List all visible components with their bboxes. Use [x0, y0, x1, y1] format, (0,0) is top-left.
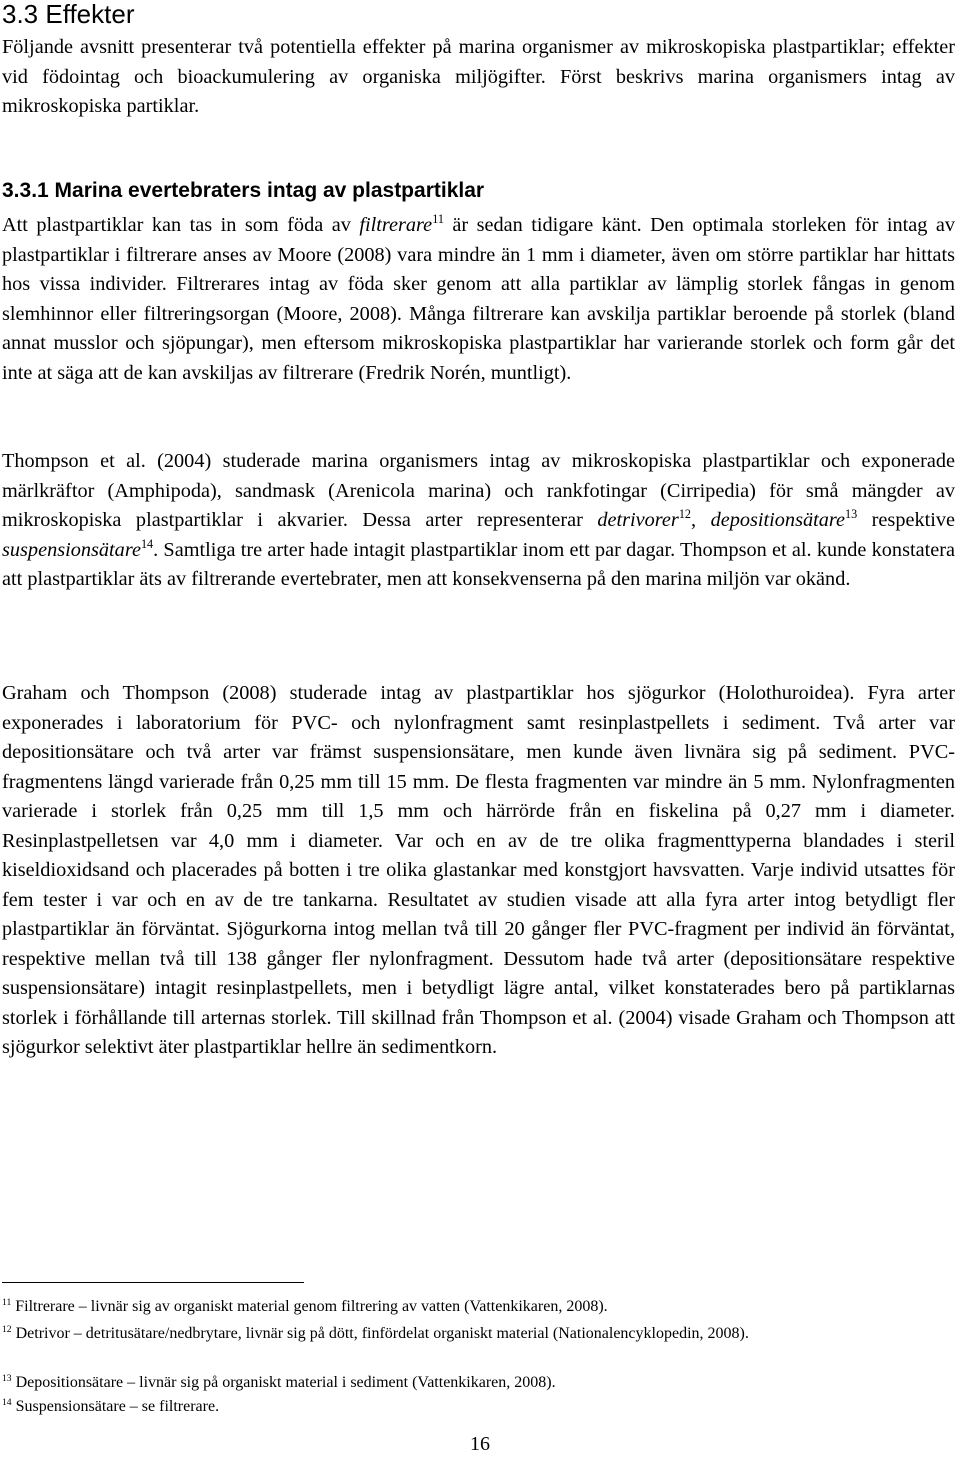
term-filtrerare: filtrerare: [359, 214, 433, 236]
paragraph-text: är sedan tidigare känt. Den optimala storleken för intag av plastpartiklar i filtrerare anses av Moore (2008) vara mindre än 1 mm i diameter, även om större partiklar har hittats hos vissa individer. Filtrerares intag av föda sker genom att alla partiklar av lämplig storlek fångas in genom slemhinnor eller filtreringsorgan (Moore, 2008). Många filtrerare kan avskilja partiklar beroende på storlek (bland annat musslor och sjöpungar), men eftersom mikroskopiska plastpartiklar har varierande storlek och form går det inte at säga att de kan avskiljas av filtrerare (Fredrik Norén, muntligt).: [2, 214, 955, 384]
footnote-13: [2, 1371, 955, 1395]
footnote-text: Detrivor – detritusätare/nedbrytare, livnär sig på dött, finfördelat organiskt material (Nationalencyklopedin, 2008).: [15, 1325, 749, 1342]
footnote-ref-13: 13: [845, 507, 858, 522]
footnote-number: 14: [2, 1396, 12, 1408]
term-detrivorer: detrivorer: [597, 509, 679, 531]
paragraph-text: Thompson et al. (2004) studerade marina organismers intag av mikroskopiska plastpartiklar och exponerade märlkräftor (Amphipoda), sandmask (Arenicola marina) och rankfotingar (Cirripedia) för små mängder av mikroskopiska plastpartiklar i akvarier. Dessa arter representerar: [2, 450, 955, 531]
footnote-separator: [2, 1282, 304, 1283]
paragraph-text: Att plastpartiklar kan tas in som föda av: [2, 214, 360, 236]
paragraph-text: respektive: [857, 509, 956, 531]
footnote-text: Filtrerare – livnär sig av organiskt material genom filtrering av vatten (Vattenkikaren, 2008).: [15, 1298, 608, 1315]
footnote-ref-11: 11: [432, 212, 444, 227]
intro-paragraph: Följande avsnitt presenterar två potentiella effekter på marina organismer av mikroskopiska plastpartiklar; effekter vid födointag och bioackumulering av organiska miljögifter. Först beskrivs marina organismers intag av mikroskopiska partiklar.: [2, 36, 955, 117]
footnote-text: Depositionsätare – livnär sig på organiskt material i sediment (Vattenkikaren, 2008).: [15, 1374, 556, 1391]
page-number: 16: [470, 1433, 490, 1455]
footnote-ref-12: 12: [678, 507, 691, 522]
paragraph-thompson: [2, 447, 955, 595]
footnote-number: 11: [2, 1296, 12, 1308]
paragraph-graham: Graham och Thompson (2008) studerade intag av plastpartiklar hos sjögurkor (Holothuroidea). Fyra arter exponerades i laboratorium för PVC- och nylonfragment samt resinplastpellets i sediment. Två arter var depositionsätare och två arter var främst suspensionsätare, men kunde även livnära sig på sediment. PVC-fragmentens längd varierade från 0,25 mm till 15 mm. De flesta fragmenten var mindre än 5 mm. Nylonfragmenten varierade i storlek från 0,25 mm till 1,5 mm och härrörde från en fiskelina på 0,27 mm i diameter. Resinplastpelletsen var 4,0 mm i diameter. Var och en av de tre olika fragmenttyperna blandades i steril kiseldioxidsand och placerades på botten i tre olika glastankar med konstgjort havsvatten. Varje individ utsattes för fem tester i var och en av de tre tankarna. Resultatet av studien visade att alla fyra arter intog betydligt fler plastpartiklar än förväntat. Sjögurkorna intog mellan två till 20 gånger fler PVC-fragment per individ än förväntat, respektive mellan två till 138 gånger fler nylonfragment. Dessutom hade två arter (depositionsätare respektive suspensionsätare) intagit resinplastpellets, men i betydligt lägre antal, vilket konstaterades bero på partiklarnas storlek i förhållande till arternas storlek. Till skillnad från Thompson et al. (2004) visade Graham och Thompson att sjögurkor selektivt äter plastpartiklar hellre än sedimentkorn.: [2, 682, 955, 1058]
footnote-ref-14: 14: [140, 536, 154, 551]
footnote-number: 13: [2, 1372, 12, 1384]
term-depositionsatare: depositionsätare: [710, 509, 846, 531]
footnote-12: [2, 1322, 955, 1346]
term-suspensionsatare: suspensionsätare: [2, 538, 141, 561]
subsection-heading: 3.3.1 Marina evertebraters intag av plastpartiklar: [2, 179, 485, 202]
footnote-14: [2, 1395, 955, 1419]
paragraph-filtrerare: [2, 211, 955, 388]
section-heading: 3.3 Effekter: [2, 0, 135, 29]
footnote-11: [2, 1295, 955, 1319]
paragraph-text: ,: [690, 509, 711, 531]
footnote-number: 12: [2, 1323, 12, 1335]
footnote-text: Suspensionsätare – se filtrerare.: [15, 1398, 220, 1415]
paragraph-text: . Samtliga tre arter hade intagit plastpartiklar inom ett par dagar. Thompson et al. kunde konstatera att plastpartiklar äts av filtrerande evertebrater, men att konsekvenserna på den marina miljön var okänd.: [2, 538, 955, 590]
